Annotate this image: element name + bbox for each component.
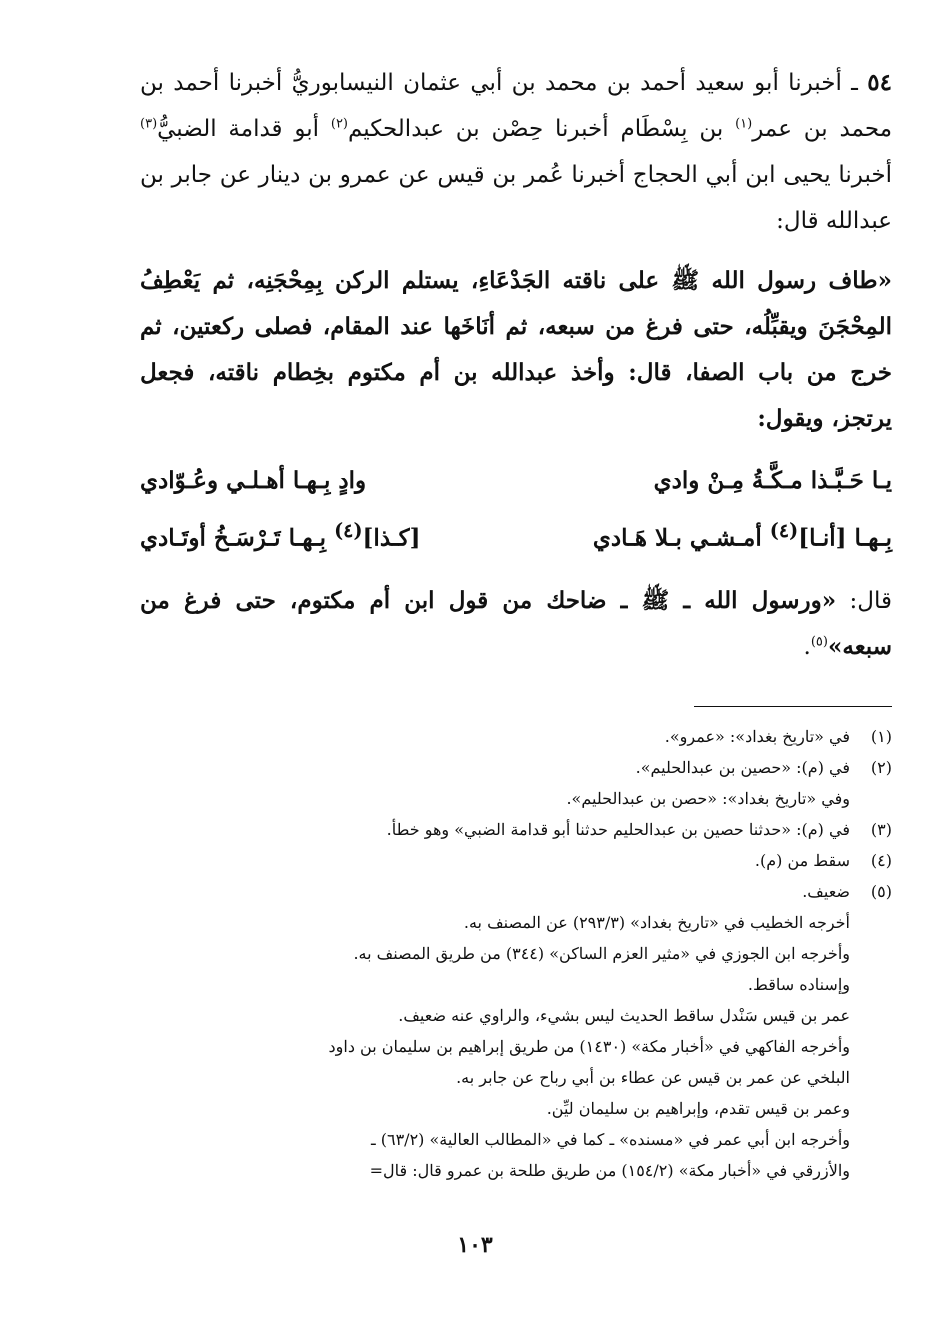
verse-1-second-hemistich: وادٍ بِـهـا أهـلـي وعُـوّادي: [140, 467, 367, 494]
closing-lead: قال:: [849, 587, 892, 614]
hadith-closing: قال: «ورسول الله ـ ﷺ ـ ضاحك من قول ابن أم مكتوم، حتى فرغ من سبعه»$^{(٥)}$.: [140, 586, 892, 660]
footnote-5-details: [140, 907, 892, 1186]
isnad-text-1: ـ أخبرنا أبو سعيد أحمد بن محمد بن أبي عثمان النيسابوريُّ: [291, 70, 858, 96]
footnotes: [140, 721, 892, 907]
footnote-mark-4b: (٤): [334, 519, 363, 542]
verse-1-first-hemistich: يـا حَـبَّـذا مـكَّـةُ مِـنْ وادي: [653, 467, 892, 494]
footnote-4: (٤) سقط من (م).: [754, 850, 892, 870]
footnote-3: (٣) في (م): «حدثنا حصين بن عبدالحليم حدثنا أبو قدامة الضبي» وهو خطأ.: [386, 819, 892, 839]
verse-line-1: [140, 456, 892, 506]
footnote-5-line: وعمر بن قيس تقدم، وإبراهيم بن سليمان ليِّن.: [546, 1098, 850, 1118]
footnote-mark-5: (٥): [810, 634, 828, 649]
footnote-5-line: أخرجه الخطيب في «تاريخ بغداد» (٢٩٣/٣) عن المصنف به.: [463, 912, 850, 932]
footnote-5-line: وإسناده ساقط.: [747, 974, 850, 994]
page-body: [140, 60, 892, 1186]
footnote-mark-1: (١): [735, 116, 753, 132]
footnote-2-continued: وفي «تاريخ بغداد»: «حصن بن عبدالحليم».: [566, 788, 850, 808]
verse-2-second-hemistich: [كـذا]$^{(٤)}$ بِـهـا تَـرْسَـخُ أوتَـادي: [140, 519, 421, 552]
footnote-5-line: البلخي عن عمر بن قيس عن عطاء بن أبي رباح عن جابر به.: [456, 1067, 850, 1087]
hadith-matn: «طاف رسول الله ﷺ على ناقته الجَدْعَاءِ، يستلم الركن بِمِحْجَنِه، ثم يَعْطِفُ المِحْجَنَ ويقبِّلُه، حتى فرغ من سبعه، ثم أنَاخَها عند المقام، فصلى ركعتين، ثم خرج من باب الصفا، قال: وأخذ عبدالله بن أم مكتوم بخِطام ناقته، فجعل يرتجز، ويقول:: [140, 267, 892, 432]
isnad-text-3: بن بِسْطَام أخبرنا حِصْن بن عبدالحكيم: [348, 116, 724, 142]
isnad-text-4: أبو قدامة الضبيُّ: [157, 116, 320, 142]
footnote-5: (٥) ضعيف.: [802, 881, 892, 901]
verse-line-2: [140, 506, 892, 564]
hadith-isnad: [140, 60, 892, 244]
isnad-text-2: أخبرنا أحمد بن محمد بن عمر: [140, 70, 893, 142]
footnote-5-line: والأزرقي في «أخبار مكة» (١٥٤/٢) من طريق طلحة بن عمرو قال: قال=: [369, 1160, 850, 1180]
isnad-text-5: أخبرنا يحيى ابن أبي الحجاج أخبرنا عُمر بن قيس عن عمرو بن دينار عن جابر بن عبدالله قال:: [140, 162, 892, 234]
footnote-2: (٢) في (م): «حصين بن عبدالحليم».: [635, 757, 892, 777]
footnote-separator: [694, 706, 892, 707]
page-number: ١٠٣: [457, 1232, 493, 1258]
verse-2-first-hemistich: بِـهـا [أنـا]$^{(٤)}$ أمـشـي بـلا هَـادي: [592, 519, 892, 552]
closing-text: «ورسول الله ـ ﷺ ـ ضاحك من قول ابن أم مكتوم، حتى فرغ من سبعه»: [140, 586, 892, 660]
hadith-number: ٥٤: [867, 69, 893, 96]
footnote-mark-2: (٢): [330, 116, 348, 132]
footnote-5-line: عمر بن قيس سَنْدل ساقط الحديث ليس بشيء، والراوي عنه ضعيف.: [398, 1005, 850, 1025]
footnote-mark-3: (٣): [140, 116, 158, 132]
footnote-5-line: وأخرجه ابن الجوزي في «مثير العزم الساكن» (٣٤٤) من طريق المصنف به.: [353, 943, 850, 963]
footnote-5-line: وأخرجه الفاكهي في «أخبار مكة» (١٤٣٠) من طريق إبراهيم بن سليمان بن داود: [328, 1036, 850, 1056]
footnote-1: (١) في «تاريخ بغداد»: «عمرو».: [664, 726, 892, 746]
footnote-5-line: وأخرجه ابن أبي عمر في «مسنده» ـ كما في «المطالب العالية» (٦٣/٢) ـ: [370, 1129, 850, 1149]
footnote-mark-4a: (٤): [769, 519, 799, 542]
